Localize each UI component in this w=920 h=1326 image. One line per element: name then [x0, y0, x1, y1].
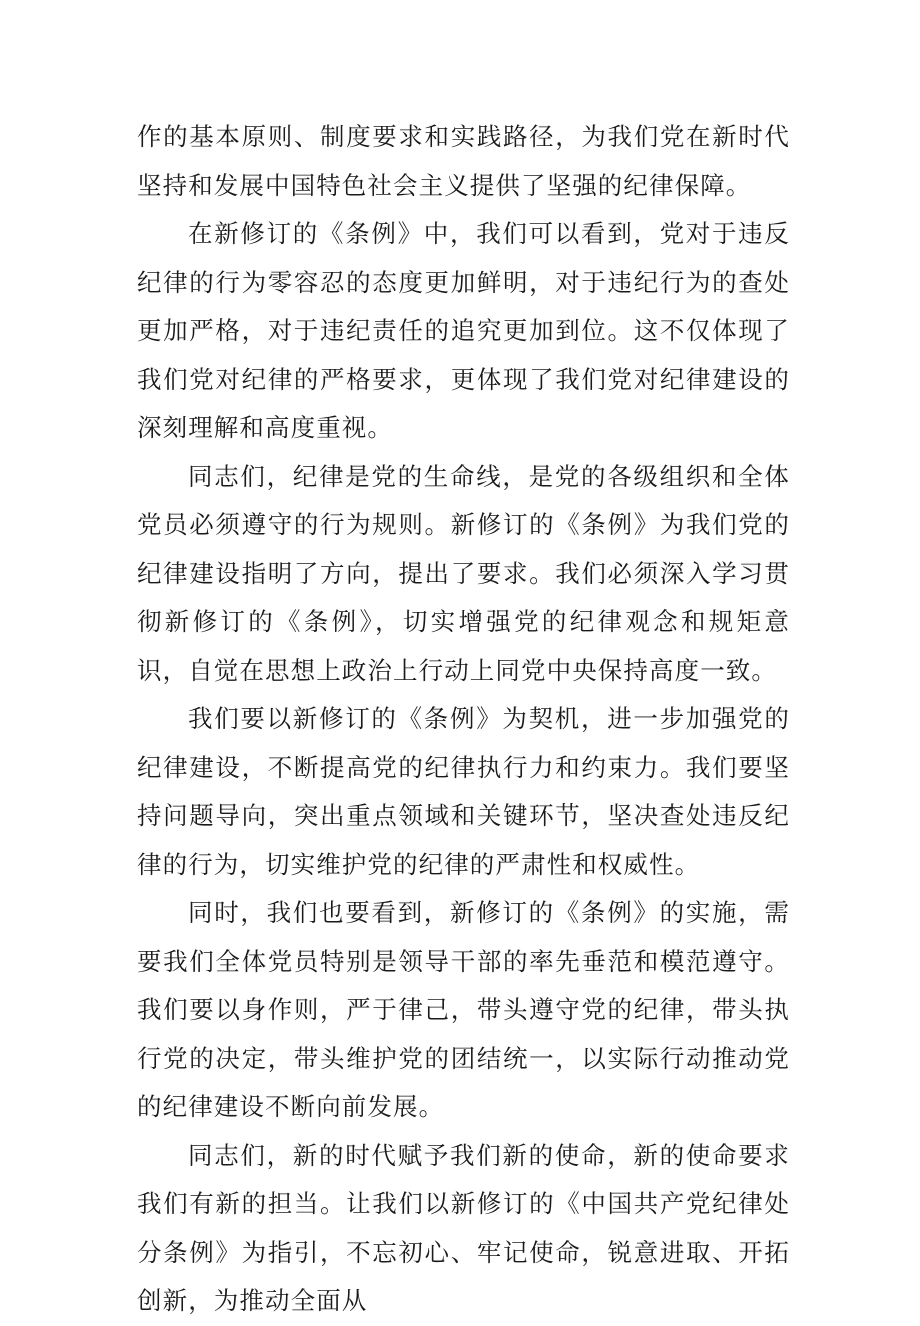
paragraph-strengthen-discipline: 我们要以新修订的《条例》为契机，进一步加强党的纪律建设，不断提高党的纪律执行力和约束力。我们要坚持问题导向，突出重点领域和关键环节，坚决查处违反纪律的行为，切实维护党的纪律的严肃性和权威性。 — [137, 704, 790, 879]
paragraph-lead-by-example: 同时，我们也要看到，新修订的《条例》的实施，需要我们全体党员特别是领导干部的率先垂范和模范遵守。我们要以身作则，严于律己，带头遵守党的纪律，带头执行党的决定，带头维护党的团结统一，以实际行动推动党的纪律建设不断向前发展。 — [137, 898, 790, 1121]
paragraph-continuation: 作的基本原则、制度要求和实践路径，为我们党在新时代坚持和发展中国特色社会主义提供了坚强的纪律保障。 — [137, 122, 790, 200]
paragraph-revised-regulations: 在新修订的《条例》中，我们可以看到，党对于违反纪律的行为零容忍的态度更加鲜明，对于违纪行为的查处更加严格，对于违纪责任的追究更加到位。这不仅体现了我们党对纪律的严格要求，更体现了我们党对纪律建设的深刻理解和高度重视。 — [137, 219, 790, 442]
document-body — [137, 113, 790, 1326]
paragraph-new-mission: 同志们，新的时代赋予我们新的使命，新的使命要求我们有新的担当。让我们以新修订的《中国共产党纪律处分条例》为指引，不忘初心、牢记使命，锐意进取、开拓创新，为推动全面从 — [137, 1140, 790, 1315]
paragraph-discipline-lifeline: 同志们，纪律是党的生命线，是党的各级组织和全体党员必须遵守的行为规则。新修订的《条例》为我们党的纪律建设指明了方向，提出了要求。我们必须深入学习贯彻新修订的《条例》，切实增强党的纪律观念和规矩意识，自觉在思想上政治上行动上同党中央保持高度一致。 — [137, 461, 790, 685]
